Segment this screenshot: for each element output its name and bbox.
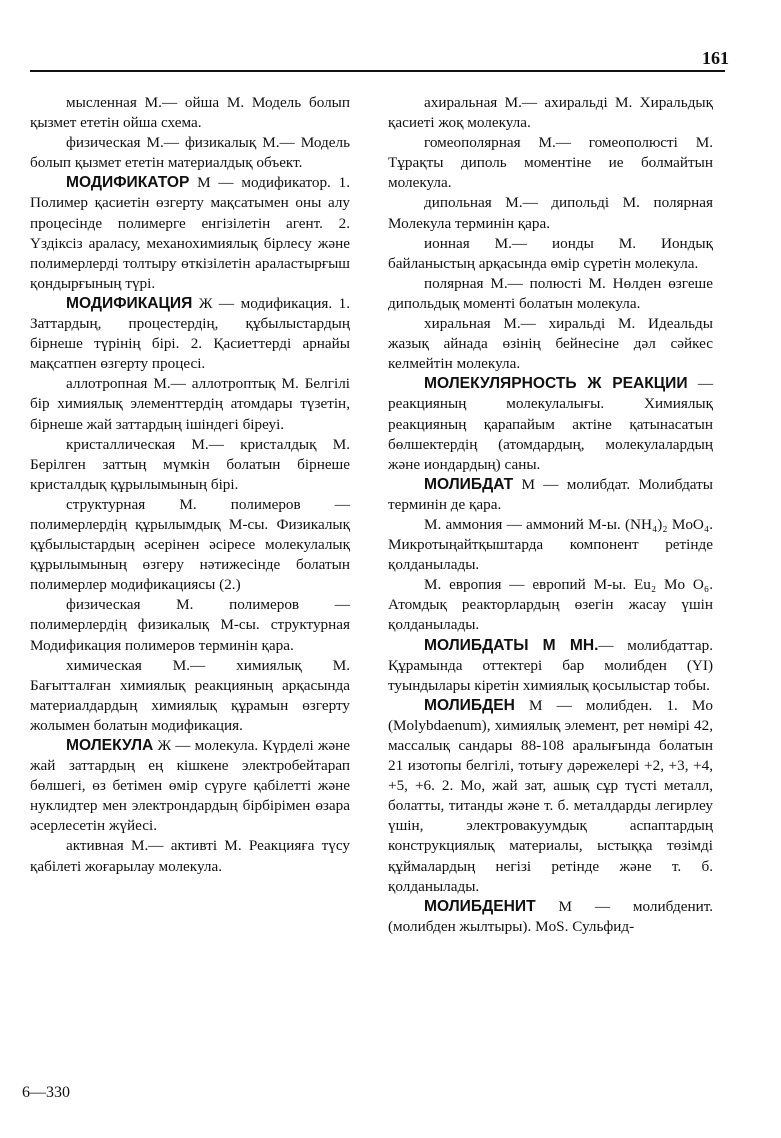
entry [30,133,350,173]
entry [30,595,350,655]
entry-text: М. европия — европий М-ы. Eu₂ Mo O₆. Атомдық реакторлардың өзегін жасау үшін қолданылады. [388,576,713,634]
entry [30,294,350,374]
headword: МОЛИБДЕН [424,696,515,714]
entry-text: структурная М. полимеров — полимерлердің құрылымдық М-сы. Физикалық құбылыстардың әсерінен әсіресе молекулалық құрылымының өзгеру нәтижесінде болатын полимерлер модификациясы (2.) [30,495,350,594]
entry-text: аллотропная М.— аллотроптық М. Белгілі бір химиялық элементтердің атомдары түзетін, бірнеше жай заттардың ішіндегі біреуі. [30,375,350,433]
entry [30,374,350,434]
headword: МОЛИБДЕНИТ [424,897,536,915]
entry-text: химическая М.— химиялық М. Бағытталған химиялық реакцияның арқасында материалдардың химиялық құрамын өзгерту жолымен болатын модификация. [30,656,350,734]
left-column [30,93,350,877]
entry [388,314,713,374]
entry-text: кристаллическая М.— кристалдық М. Берілген заттың мүмкін болатын бірнеше кристалдық құрылымының бірі. [30,435,350,493]
entry [388,374,713,474]
entry [30,435,350,495]
entry [388,193,713,233]
entry-text: М — молибден. 1. Mo (Molybdaenum), химиялық элемент, рет нөмірі 42, массалық сандары 88-108 аралығында болатын 21 изотопы белгілі, тотығу дәрежелері +2, +3, +4, +5, +6. 2. Mo, жай зат, ашық сұр түсті металл, болатты, титанды және т. б. металдарды легирлеу үшін, электровакуумдық аспаптардың конструкциялық материалы, ыстыққа төзімді құймалардың негізі ретінде және т. б. қолданылады. [388,696,713,895]
entry-text: активная М.— активті М. Реакцияға түсу қабілеті жоғарылау молекула. [30,837,350,875]
page-number: 161 [702,48,729,68]
entry-text: ахиральная М.— ахиральді М. Хиральдық қасиеті жоқ молекула. [388,94,713,132]
printer-signature: 6—330 [22,1084,70,1101]
entry [388,636,713,696]
headword: МОДИФИКАТОР [66,174,190,192]
headword: МОДИФИКАЦИЯ [66,294,193,312]
entry-text: гомеополярная М.— гомеополюсті М. Тұрақты диполь моментіне ие болмайтын молекула. [388,134,713,192]
headword: МОЛИБДАТЫ М МН. [424,636,599,654]
entry [388,575,713,635]
entry-text: хиральная М.— хиральді М. Идеальды жазық айнада өзінің бейнесіне дәл сәйкес келмейтін молекула. [388,315,713,373]
entry-text: физическая М. полимеров — полимерлердің физикалық М-сы. структурная Модификация полимеров терминін қара. [30,596,350,654]
entry [30,656,350,736]
entry-text: мысленная М.— ойша М. Модель болып қызмет ететін ойша схема. [30,94,350,132]
entry [388,897,713,937]
entry-text: М — модификатор. 1. Полимер қасиетін өзгерту мақсатымен оны алу процесінде полимерге енгізілетін агент. 2. Үздіксіз араласу, механохимиялық бірлесу және полимерлерді толтыру өткізілетін араластырғыш қондырғының түрі. [30,174,350,292]
entry [388,234,713,274]
right-column [388,93,713,937]
entry-text: — реакцияның молекулалығы. Химиялық реакцияның қарапайым актіне қатынасатын бөлшектердің (атомдардың, молекулалардың және иондардың) саны. [388,375,714,473]
entry [30,836,350,876]
entry [30,495,350,595]
entry [30,173,350,294]
entry-text: дипольная М.— дипольді М. полярная Молекула терминін қара. [388,194,713,232]
header-rule [30,70,725,72]
entry-text: Ж — модификация. 1. Заттардың, процестердің, құбылыстардың бірнеше түрінің бірі. 2. Қасиеттерді арнайы мақсатпен өзгерту процесі. [30,294,350,373]
entry [388,515,713,575]
entry-text: М — молибденит. (молибден жылтыры). MoS. Сульфид- [388,897,713,935]
entry-text: полярная М.— полюсті М. Нөлден өзгеше дипольдық моменті болатын молекула. [388,274,713,312]
entry [30,736,350,836]
entry [388,133,713,193]
entry-text: ионная М.— ионды М. Иондық байланыстың арқасында өмір сүретін молекула. [388,234,713,272]
entry-text: М. аммония — аммоний М-ы. (NH₄)₂ MoO₄. Микротыңайтқыштарда компонент ретінде қолданылады. [388,515,713,574]
entry-text: — молибдаттар. Құрамында оттектері бар молибден (YI) туындылары кіретін химиялық қосылыстар тобы. [388,636,713,694]
headword: МОЛЕКУЛА [66,737,154,754]
entry-text: физическая М.— физикалық М.— Модель болып қызмет ететін материалдық объект. [30,134,350,172]
entry-text: М — молибдат. Молибдаты терминін де қара. [388,475,713,513]
entry-text: Ж — молекула. Күрделі және жай заттардың ең кішкене электробейтарап бөлшегі, өз бетімен өмір сүруге қабілетті және нуклидтер мен электрондардың бірбірімен өзара әсерлесетін жүйесі. [30,737,350,835]
headword: МОЛЕКУЛЯРНОСТЬ Ж РЕАКЦИИ [424,375,688,393]
headword: МОЛИБДАТ [424,475,514,493]
entry [388,475,713,515]
entry [388,274,713,314]
entry [30,93,350,133]
entry [388,696,713,897]
entry [388,93,713,133]
